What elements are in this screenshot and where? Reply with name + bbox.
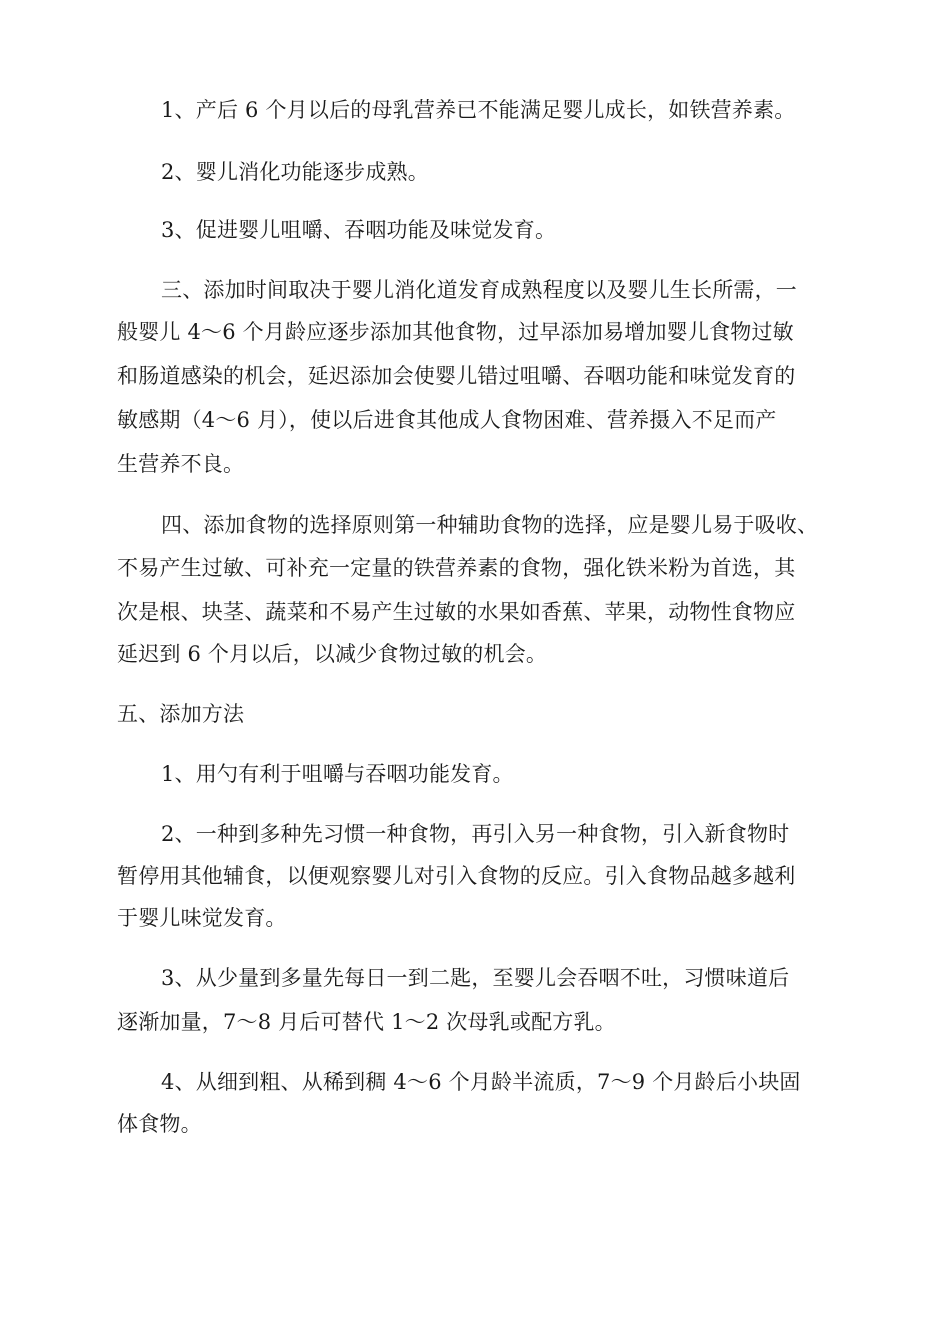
section-heading: 五、添加方法 [117, 702, 245, 726]
text-line: 延迟到 6 个月以后，以减少食物过敏的机会。 [117, 642, 548, 666]
text-line: 三、添加时间取决于婴儿消化道发育成熟程度以及婴儿生长所需，一 [161, 278, 797, 302]
text-line: 和肠道感染的机会，延迟添加会使婴儿错过咀嚼、吞咽功能和味觉发育的 [117, 364, 796, 388]
text-line: 般婴儿 4～6 个月龄应逐步添加其他食物，过早添加易增加婴儿食物过敏 [117, 320, 794, 344]
text-line: 不易产生过敏、可补充一定量的铁营养素的食物，强化铁米粉为首选，其 [117, 556, 796, 580]
text-line: 次是根、块茎、蔬菜和不易产生过敏的水果如香蕉、苹果，动物性食物应 [117, 600, 796, 624]
text-line: 于婴儿味觉发育。 [117, 906, 287, 930]
text-line: 体食物。 [117, 1112, 202, 1136]
text-line: 4、从细到粗、从稀到稠 4～6 个月龄半流质，7～9 个月龄后小块固 [161, 1070, 801, 1094]
text-line: 2、婴儿消化功能逐步成熟。 [161, 160, 429, 184]
text-line: 2、一种到多种先习惯一种食物，再引入另一种食物，引入新食物时 [161, 822, 790, 846]
text-line: 四、添加食物的选择原则第一种辅助食物的选择，应是婴儿易于吸收、 [161, 513, 819, 537]
text-line: 逐渐加量，7～8 月后可替代 1～2 次母乳或配方乳。 [117, 1010, 616, 1034]
text-line: 3、促进婴儿咀嚼、吞咽功能及味觉发育。 [161, 218, 557, 242]
text-line: 敏感期（4～6 月），使以后进食其他成人食物困难、营养摄入不足而产 [117, 408, 777, 432]
text-line: 1、用勺有利于咀嚼与吞咽功能发育。 [161, 762, 514, 786]
text-line: 生营养不良。 [117, 452, 245, 476]
text-line: 3、从少量到多量先每日一到二匙，至婴儿会吞咽不吐，习惯味道后 [161, 966, 790, 990]
text-line: 暂停用其他辅食，以便观察婴儿对引入食物的反应。引入食物品越多越利 [117, 864, 796, 888]
text-line: 1、产后 6 个月以后的母乳营养已不能满足婴儿成长，如铁营养素。 [161, 98, 796, 122]
